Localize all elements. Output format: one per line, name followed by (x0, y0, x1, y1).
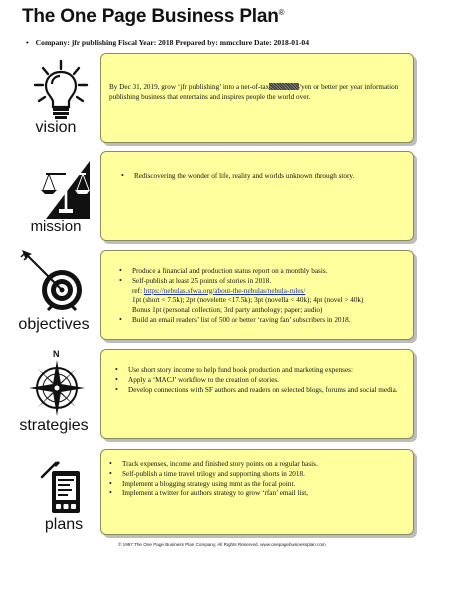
page-title-text: The One Page Business Plan (22, 6, 279, 27)
vision-box (100, 53, 414, 143)
list-item: • Apply a ‘MACJ’ workflow to the creation of stories. (115, 376, 403, 386)
list-item: • Use short story income to help fund book production and marketing expenses: (115, 366, 403, 376)
redacted-amount (269, 83, 299, 90)
trademark-mark: ® (278, 8, 285, 17)
list-item: • Develop connections with SF authors and readers on selected blogs, forums and social media. (115, 386, 403, 396)
plans-list (109, 460, 403, 499)
list-item: • Rediscovering the wonder of life, reality and worlds unknown through story. (121, 172, 403, 182)
section-label-vision: vision (35, 119, 77, 136)
strategies-box (100, 349, 414, 439)
page-title (22, 6, 284, 28)
list-item: • Track expenses, income and finished story points on a regular basis. (109, 460, 403, 470)
list-item: • Build an email readers’ list of 500 or better ‘raving fan’ subscribers in 2018. (119, 316, 403, 326)
pda-stylus-icon (40, 455, 84, 515)
copyright-footer: © 1997 The One Page Business Plan Company, All Rights Reserved. www.onepagebusinessplan.com (118, 542, 326, 547)
list-item: • Implement a twitter for authors strategy to grow ‘rfan’ email list, (109, 489, 403, 499)
objective-ref-line (132, 287, 403, 297)
mission-box (100, 151, 414, 241)
vision-text-start: By Dec 31, 2019, grow ‘jfr publishing’ into a net-of-tax (109, 83, 270, 91)
objective-points-line: 1pt (short < 7.5k); 2pt (novelette <17.5k); 3pt (novella < 40k); 4pt (novel > 40k) (132, 296, 364, 305)
company-info-text: Company: jfr publishing Fiscal Year: 2018 Prepared by: mmcclure Date: 2018-01-04 (35, 38, 310, 47)
plans-box (100, 449, 414, 535)
objective-bonus-line: Bonus 1pt (personal collection; 3rd party anthology; paper; audio) (132, 306, 323, 315)
scales-icon (32, 157, 90, 219)
lightbulb-icon (32, 58, 90, 122)
compass-icon (20, 348, 90, 418)
bullet-icon: • (26, 38, 29, 47)
objectives-list (119, 267, 403, 326)
list-item: • Self-publish a time travel trilogy and supporting shorts in 2018. (109, 470, 403, 480)
list-item: • Produce a financial and production status report on a monthly basis. (119, 267, 403, 277)
section-label-strategies: strategies (19, 417, 89, 434)
svg-text:N: N (53, 349, 60, 359)
target-arrow-icon (18, 248, 90, 314)
mission-list (121, 172, 403, 182)
section-label-mission: mission (30, 218, 82, 235)
strategies-list (115, 366, 403, 395)
nebula-rules-link[interactable]: https://nebulas.sfwa.org/about-the-nebulas/nebula-rules/ (143, 286, 306, 295)
company-info-line (26, 38, 309, 47)
objective-line: Self-publish at least 25 points of stories in 2018. (132, 276, 272, 285)
list-item: • Implement a blogging strategy using mmt as the focal point. (109, 480, 403, 490)
section-label-plans: plans (44, 516, 84, 533)
section-label-objectives: objectives (18, 316, 90, 333)
vision-statement (109, 83, 399, 103)
list-item (119, 277, 403, 316)
ref-label: ref: (132, 286, 142, 295)
objectives-box (100, 250, 414, 340)
vision-text-end: /yen or better per year information publishing business that entertains and inspires people the world over. (109, 83, 399, 101)
